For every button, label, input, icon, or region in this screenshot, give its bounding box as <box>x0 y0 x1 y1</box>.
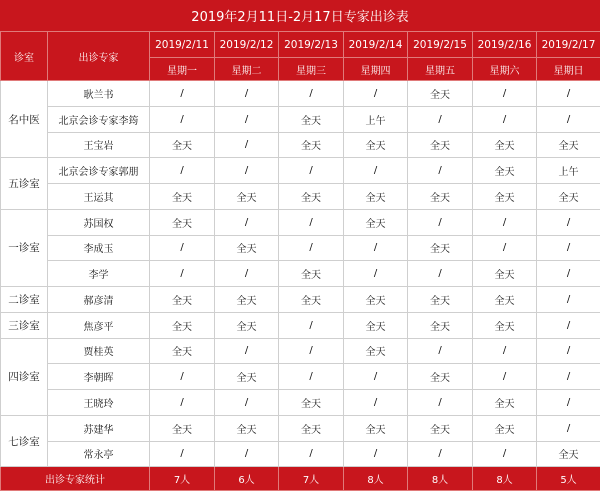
schedule-cell: 全天 <box>150 415 215 441</box>
weekday-header: 星期三 <box>279 58 344 81</box>
schedule-cell: / <box>537 261 600 287</box>
table-row <box>1 287 600 313</box>
schedule-cell: 全天 <box>473 158 537 184</box>
weekday-header: 星期日 <box>537 58 600 81</box>
schedule-table <box>0 31 600 491</box>
schedule-cell: / <box>473 106 537 132</box>
schedule-cell: / <box>473 441 537 467</box>
schedule-cell: / <box>215 338 279 364</box>
schedule-cell: / <box>537 287 600 313</box>
schedule-cell: 全天 <box>344 415 408 441</box>
schedule-cell: 全天 <box>408 235 473 261</box>
schedule-cell: / <box>537 106 600 132</box>
schedule-cell: / <box>215 81 279 107</box>
schedule-cell: / <box>408 441 473 467</box>
schedule-cell: / <box>537 338 600 364</box>
schedule-cell: / <box>344 441 408 467</box>
schedule-cell: / <box>408 158 473 184</box>
schedule-cell: / <box>215 441 279 467</box>
schedule-cell: / <box>537 235 600 261</box>
schedule-cell: 全天 <box>537 184 600 210</box>
schedule-cell: 全天 <box>344 184 408 210</box>
footer-count: 5人 <box>537 467 600 491</box>
date-header: 2019/2/12 <box>215 32 279 58</box>
weekday-header: 星期二 <box>215 58 279 81</box>
schedule-cell: / <box>344 364 408 390</box>
footer-label: 出诊专家统计 <box>1 467 150 491</box>
schedule-cell: 全天 <box>150 287 215 313</box>
schedule-cell: / <box>344 158 408 184</box>
schedule-cell: 全天 <box>408 364 473 390</box>
footer-count: 8人 <box>408 467 473 491</box>
room-cell: 二诊室 <box>1 287 48 313</box>
schedule-cell: / <box>279 364 344 390</box>
expert-name-cell: 郝彦清 <box>48 287 150 313</box>
room-header: 诊室 <box>1 32 48 81</box>
footer-count: 6人 <box>215 467 279 491</box>
room-cell: 名中医 <box>1 81 48 158</box>
schedule-cell: / <box>408 390 473 416</box>
schedule-cell: / <box>279 441 344 467</box>
schedule-cell: 全天 <box>344 312 408 338</box>
schedule-cell: / <box>150 390 215 416</box>
table-row <box>1 235 600 261</box>
schedule-cell: 上午 <box>344 106 408 132</box>
schedule-cell: 全天 <box>215 287 279 313</box>
schedule-cell: / <box>344 390 408 416</box>
schedule-cell: / <box>473 338 537 364</box>
schedule-cell: / <box>537 81 600 107</box>
schedule-cell: 全天 <box>408 81 473 107</box>
schedule-cell: 全天 <box>215 364 279 390</box>
schedule-cell: / <box>473 81 537 107</box>
table-row <box>1 338 600 364</box>
expert-name-cell: 王运其 <box>48 184 150 210</box>
expert-name-cell: 北京会诊专家李筠 <box>48 106 150 132</box>
room-cell: 一诊室 <box>1 209 48 286</box>
schedule-cell: / <box>150 158 215 184</box>
expert-header: 出诊专家 <box>48 32 150 81</box>
table-row <box>1 132 600 158</box>
weekday-header: 星期五 <box>408 58 473 81</box>
schedule-cell: / <box>279 81 344 107</box>
table-row <box>1 209 600 235</box>
schedule-cell: / <box>279 158 344 184</box>
date-header: 2019/2/15 <box>408 32 473 58</box>
schedule-cell: 全天 <box>150 338 215 364</box>
table-row <box>1 261 600 287</box>
schedule-cell: / <box>215 261 279 287</box>
date-header: 2019/2/14 <box>344 32 408 58</box>
footer-count: 8人 <box>473 467 537 491</box>
schedule-cell: 全天 <box>215 312 279 338</box>
schedule-cell: 全天 <box>150 312 215 338</box>
expert-name-cell: 焦彦平 <box>48 312 150 338</box>
room-cell: 七诊室 <box>1 415 48 467</box>
expert-name-cell: 李学 <box>48 261 150 287</box>
schedule-cell: 全天 <box>473 287 537 313</box>
schedule-cell: 全天 <box>537 441 600 467</box>
schedule-cell: / <box>537 415 600 441</box>
date-header: 2019/2/13 <box>279 32 344 58</box>
footer-count: 7人 <box>279 467 344 491</box>
schedule-cell: / <box>344 261 408 287</box>
expert-name-cell: 李朝晖 <box>48 364 150 390</box>
schedule-cell: / <box>473 209 537 235</box>
schedule-cell: 全天 <box>473 415 537 441</box>
schedule-cell: 全天 <box>344 209 408 235</box>
expert-name-cell: 李成玉 <box>48 235 150 261</box>
table-row <box>1 415 600 441</box>
weekday-header: 星期六 <box>473 58 537 81</box>
schedule-cell: 全天 <box>408 287 473 313</box>
schedule-cell: 上午 <box>537 158 600 184</box>
schedule-cell: 全天 <box>215 184 279 210</box>
room-cell: 四诊室 <box>1 338 48 415</box>
schedule-cell: / <box>537 364 600 390</box>
schedule-cell: 全天 <box>473 312 537 338</box>
footer-count: 8人 <box>344 467 408 491</box>
schedule-cell: / <box>279 235 344 261</box>
expert-name-cell: 贾桂英 <box>48 338 150 364</box>
schedule-cell: / <box>408 261 473 287</box>
table-row <box>1 364 600 390</box>
schedule-cell: 全天 <box>150 209 215 235</box>
schedule-cell: 全天 <box>344 287 408 313</box>
page-title: 2019年2月11日-2月17日专家出诊表 <box>0 0 600 32</box>
expert-name-cell: 苏国权 <box>48 209 150 235</box>
schedule-cell: / <box>344 81 408 107</box>
schedule-cell: 全天 <box>408 184 473 210</box>
schedule-cell: 全天 <box>150 184 215 210</box>
footer-count: 7人 <box>150 467 215 491</box>
table-row <box>1 312 600 338</box>
schedule-cell: / <box>150 441 215 467</box>
schedule-cell: / <box>408 338 473 364</box>
room-cell: 五诊室 <box>1 158 48 210</box>
table-row <box>1 106 600 132</box>
schedule-cell: / <box>150 261 215 287</box>
schedule-cell: 全天 <box>344 338 408 364</box>
schedule-cell: 全天 <box>279 390 344 416</box>
schedule-cell: / <box>215 390 279 416</box>
date-header: 2019/2/17 <box>537 32 600 58</box>
schedule-cell: 全天 <box>408 132 473 158</box>
schedule-cell: / <box>150 81 215 107</box>
schedule-cell: 全天 <box>473 390 537 416</box>
table-row <box>1 184 600 210</box>
schedule-cell: / <box>215 158 279 184</box>
date-header: 2019/2/11 <box>150 32 215 58</box>
schedule-cell: / <box>150 364 215 390</box>
schedule-cell: / <box>150 235 215 261</box>
schedule-cell: 全天 <box>473 261 537 287</box>
expert-name-cell: 王宝岩 <box>48 132 150 158</box>
schedule-cell: 全天 <box>279 415 344 441</box>
schedule-cell: 全天 <box>279 261 344 287</box>
schedule-cell: / <box>537 209 600 235</box>
schedule-cell: 全天 <box>408 312 473 338</box>
expert-name-cell: 常永亭 <box>48 441 150 467</box>
expert-name-cell: 耿兰书 <box>48 81 150 107</box>
schedule-cell: 全天 <box>150 132 215 158</box>
schedule-cell: / <box>215 209 279 235</box>
weekday-header: 星期四 <box>344 58 408 81</box>
schedule-cell: 全天 <box>537 132 600 158</box>
schedule-cell: / <box>150 106 215 132</box>
schedule-cell: / <box>537 312 600 338</box>
schedule-cell: 全天 <box>473 132 537 158</box>
footer-row <box>1 467 600 491</box>
schedule-cell: 全天 <box>279 184 344 210</box>
schedule-cell: / <box>279 338 344 364</box>
schedule-cell: 全天 <box>473 184 537 210</box>
schedule-cell: 全天 <box>279 287 344 313</box>
schedule-cell: 全天 <box>279 132 344 158</box>
schedule-body <box>1 32 600 491</box>
schedule-cell: / <box>215 132 279 158</box>
schedule-cell: / <box>279 312 344 338</box>
schedule-cell: / <box>408 106 473 132</box>
schedule-cell: 全天 <box>279 106 344 132</box>
room-cell: 三诊室 <box>1 312 48 338</box>
table-row <box>1 158 600 184</box>
schedule-cell: / <box>408 209 473 235</box>
header-row-dates <box>1 32 600 58</box>
expert-name-cell: 苏建华 <box>48 415 150 441</box>
schedule-cell: 全天 <box>215 415 279 441</box>
schedule-cell: / <box>473 235 537 261</box>
schedule-cell: / <box>344 235 408 261</box>
schedule-cell: 全天 <box>408 415 473 441</box>
schedule-cell: 全天 <box>344 132 408 158</box>
schedule-cell: / <box>537 390 600 416</box>
expert-name-cell: 北京会诊专家郭朋 <box>48 158 150 184</box>
expert-name-cell: 王晓玲 <box>48 390 150 416</box>
schedule-cell: / <box>473 364 537 390</box>
schedule-cell: / <box>215 106 279 132</box>
table-row <box>1 81 600 107</box>
weekday-header: 星期一 <box>150 58 215 81</box>
table-row <box>1 390 600 416</box>
table-row <box>1 441 600 467</box>
date-header: 2019/2/16 <box>473 32 537 58</box>
schedule-cell: 全天 <box>215 235 279 261</box>
schedule-cell: / <box>279 209 344 235</box>
